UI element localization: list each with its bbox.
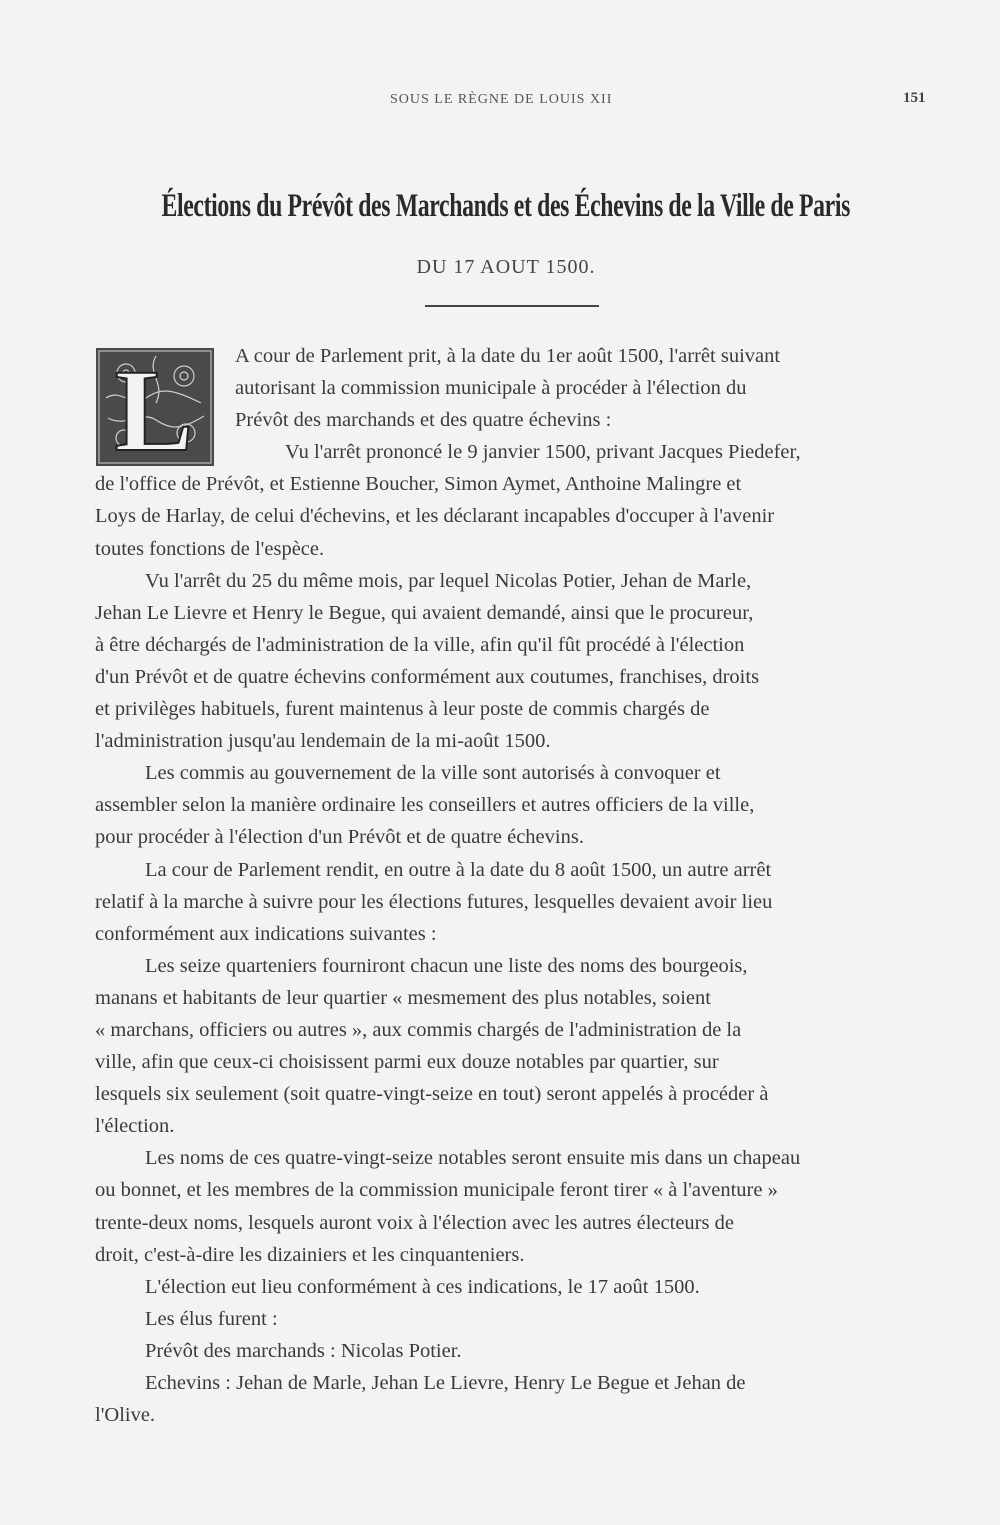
page-number: 151 — [903, 90, 926, 106]
text-line: pour procéder à l'élection d'un Prévôt et de quatre échevins. — [95, 826, 584, 849]
text-line: Echevins : Jehan de Marle, Jehan Le Lievre, Henry Le Begue et Jehan de — [145, 1372, 746, 1394]
text-line: l'élection. — [95, 1115, 175, 1138]
title-rule — [425, 305, 599, 307]
text-line: La cour de Parlement rendit, en outre à la date du 8 août 1500, un autre arrêt — [145, 858, 772, 881]
text-line: trente-deux noms, lesquels auront voix à l'élection avec les autres électeurs de — [95, 1211, 734, 1234]
text-line: Prévôt des marchands et des quatre échevins : — [235, 409, 612, 432]
text-line: de l'office de Prévôt, et Estienne Boucher, Simon Aymet, Anthoine Malingre et — [95, 473, 742, 496]
page-subtitle: DU 17 AOUT 1500. — [416, 256, 596, 278]
body-text — [95, 340, 935, 1431]
text-line: droit, c'est-à-dire les dizainiers et les cinquanteniers. — [95, 1243, 525, 1266]
text-line: Vu l'arrêt du 25 du même mois, par lequel Nicolas Potier, Jehan de Marle, — [145, 569, 752, 592]
text-line: autorisant la commission municipale à procéder à l'élection du — [235, 377, 747, 400]
text-line: lesquels six seulement (soit quatre-vingt-seize en tout) seront appelés à procéder à — [95, 1083, 769, 1106]
text-line: conformément aux indications suivantes : — [95, 922, 437, 945]
running-head: SOUS LE RÈGNE DE LOUIS XII — [390, 92, 613, 107]
text-line: Loys de Harlay, de celui d'échevins, et les déclarant incapables d'occuper à l'avenir — [95, 505, 775, 528]
text-line: et privilèges habituels, furent maintenus à leur poste de commis chargés de — [95, 698, 710, 721]
text-line: relatif à la marche à suivre pour les élections futures, lesquelles devaient avoir lieu — [95, 890, 773, 913]
text-line: Les noms de ces quatre-vingt-seize notables seront ensuite mis dans un chapeau — [145, 1147, 801, 1170]
text-line: Prévôt des marchands : Nicolas Potier. — [145, 1339, 462, 1362]
dropcap-letter: L — [114, 348, 194, 466]
text-line: l'Olive. — [95, 1404, 156, 1427]
text-line: Vu l'arrêt prononcé le 9 janvier 1500, privant Jacques Piedefer, — [285, 441, 801, 464]
text-line: Les seize quarteniers fourniront chacun une liste des noms des bourgeois, — [145, 954, 748, 977]
text-line: d'un Prévôt et de quatre échevins conformément aux coutumes, franchises, droits — [95, 665, 760, 688]
text-line: l'administration jusqu'au lendemain de la mi-août 1500. — [95, 730, 551, 753]
text-line: ville, afin que ceux-ci choisissent parmi eux douze notables par quartier, sur — [95, 1051, 719, 1074]
text-line: Les commis au gouvernement de la ville sont autorisés à convoquer et — [145, 762, 721, 785]
text-line: Jehan Le Lievre et Henry le Begue, qui avaient demandé, ainsi que le procureur, — [95, 601, 754, 624]
text-line: assembler selon la manière ordinaire les conseillers et autres officiers de la ville, — [95, 794, 755, 817]
text-line: L'élection eut lieu conformément à ces indications, le 17 août 1500. — [145, 1275, 700, 1298]
text-line: toutes fonctions de l'espèce. — [95, 537, 325, 560]
page-title: Élections du Prévôt des Marchands et des Échevins de la Ville de Paris — [161, 188, 850, 224]
text-line: A cour de Parlement prit, à la date du 1er août 1500, l'arrêt suivant — [235, 345, 781, 367]
text-line: manans et habitants de leur quartier « mesmement des plus notables, soient — [95, 986, 711, 1009]
text-line: « marchans, officiers ou autres », aux commis chargés de l'administration de la — [95, 1018, 742, 1041]
text-line: ou bonnet, et les membres de la commission municipale feront tirer « à l'aventure » — [95, 1179, 778, 1202]
text-line: à être déchargés de l'administration de la ville, afin qu'il fût procédé à l'élection — [95, 633, 745, 656]
text-line: Les élus furent : — [145, 1307, 278, 1330]
